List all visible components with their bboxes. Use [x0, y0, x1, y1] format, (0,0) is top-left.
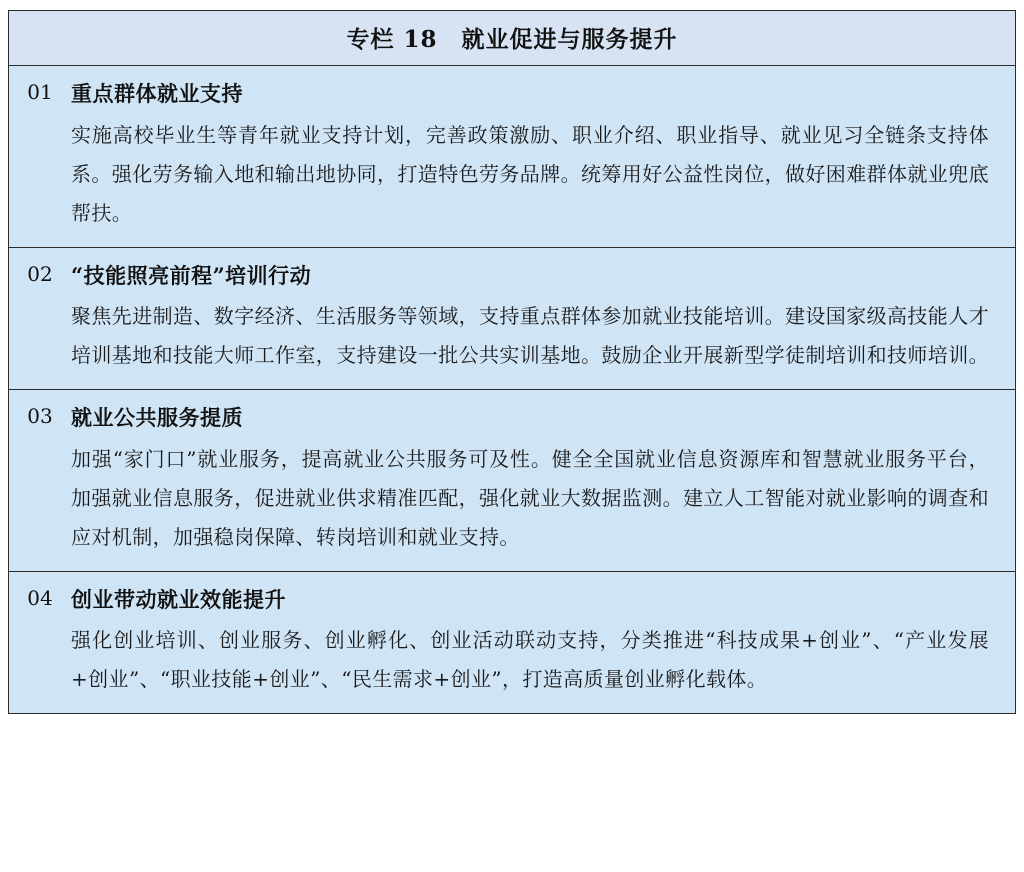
item-title: 就业公共服务提质 — [71, 405, 243, 430]
item-content — [71, 572, 1015, 714]
item-content — [71, 390, 1015, 571]
item-number: 03 — [27, 404, 53, 428]
page-title: 专栏 18 就业促进与服务提升 — [346, 26, 678, 53]
item-number: 04 — [27, 585, 53, 610]
item-title: 重点群体就业支持 — [71, 81, 243, 106]
item-body: 加强“家门口”就业服务，提高就业公共服务可及性。健全全国就业信息资源库和智慧就业服务平台，加强就业信息服务，促进就业供求精准匹配，强化就业大数据监测。建立人工智能对就业影响的调查和应对机制，加强稳岗保障、转岗培训和就业支持。 — [71, 446, 989, 549]
list-item — [9, 572, 1015, 714]
item-body: 强化创业培训、创业服务、创业孵化、创业活动联动支持，分类推进“科技成果+创业”、“产业发展+创业”、“职业技能+创业”、“民生需求+创业”，打造高质量创业孵化载体。 — [71, 628, 989, 691]
box-title-row — [9, 11, 1015, 66]
list-item — [9, 66, 1015, 248]
item-body: 实施高校毕业生等青年就业支持计划，完善政策激励、职业介绍、职业指导、就业见习全链条支持体系。强化劳务输入地和输出地协同，打造特色劳务品牌。统筹用好公益性岗位，做好困难群体就业兜底帮扶。 — [71, 122, 989, 225]
item-content — [71, 66, 1015, 247]
item-number: 01 — [27, 80, 53, 104]
item-content — [71, 248, 1015, 390]
item-title: “技能照亮前程”培训行动 — [71, 262, 312, 288]
feature-box-table — [8, 10, 1016, 714]
item-body: 聚焦先进制造、数字经济、生活服务等领域，支持重点群体参加就业技能培训。建设国家级高技能人才培训基地和技能大师工作室，支持建设一批公共实训基地。鼓励企业开展新型学徒制培训和技师培训。 — [71, 304, 989, 367]
item-title: 创业带动就业效能提升 — [71, 586, 286, 612]
item-number: 02 — [27, 261, 53, 286]
list-item — [9, 390, 1015, 572]
list-item — [9, 248, 1015, 391]
